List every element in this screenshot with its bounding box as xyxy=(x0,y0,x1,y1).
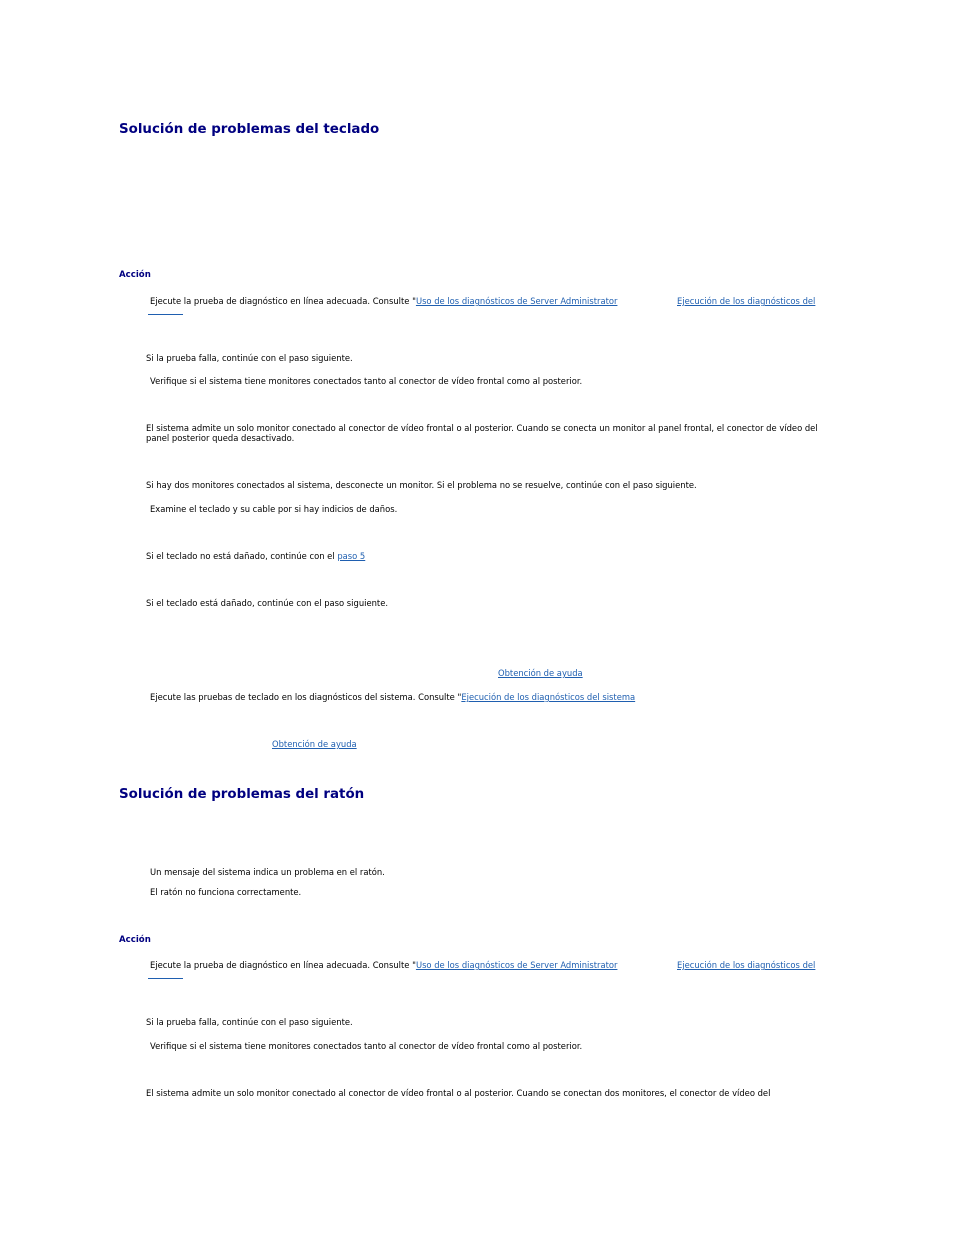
keyboard-step-run-keyboard-tests-text: Ejecute las pruebas de teclado en los diagnósticos del sistema. Consulte " xyxy=(150,692,462,702)
mouse-single-monitor-note: El sistema admite un solo monitor conectado al conector de vídeo frontal o al posterior. Cuando se conectan dos monitores, el conector de vídeo del xyxy=(146,1088,771,1098)
mouse-run-diagnostics-link[interactable]: Ejecución de los diagnósticos del xyxy=(677,960,816,970)
keyboard-server-admin-link[interactable]: Uso de los diagnósticos de Server Administrator xyxy=(415,296,618,306)
keyboard-single-monitor-note: El sistema admite un solo monitor conectado al conector de vídeo frontal o al posterior. Cuando se conecta un monitor al panel frontal, el conector de vídeo del panel posterior queda desactivado. xyxy=(146,423,818,443)
keyboard-run-diagnostics-link[interactable]: Ejecución de los diagnósticos del xyxy=(677,296,816,306)
mouse-fail-continue: Si la prueba falla, continúe con el paso siguiente. xyxy=(146,1017,353,1027)
keyboard-section-title: Solución de problemas del teclado xyxy=(119,122,380,137)
mouse-symptom-1: Un mensaje del sistema indica un problema en el ratón. xyxy=(150,867,385,877)
keyboard-step-run-keyboard-tests xyxy=(150,692,635,702)
run-system-diagnostics-link[interactable]: Ejecución de los diagnósticos del sistema xyxy=(461,692,636,702)
keyboard-step-run-diagnostics xyxy=(150,296,617,306)
keyboard-not-damaged-text: Si el teclado no está dañado, continúe con el xyxy=(146,551,338,561)
keyboard-link-continuation-underline[interactable] xyxy=(148,314,183,315)
keyboard-help-link-1[interactable]: Obtención de ayuda xyxy=(498,668,583,678)
keyboard-not-damaged xyxy=(146,551,365,561)
mouse-step-run-diagnostics xyxy=(150,960,617,970)
mouse-step-verify-monitors: Verifique si el sistema tiene monitores conectados tanto al conector de vídeo frontal como al posterior. xyxy=(150,1041,583,1051)
keyboard-help-link-2[interactable]: Obtención de ayuda xyxy=(272,739,357,749)
keyboard-step-run-diagnostics-text: Ejecute la prueba de diagnóstico en línea adecuada. Consulte " xyxy=(150,296,416,306)
mouse-symptom-2: El ratón no funciona correctamente. xyxy=(150,887,302,897)
step-5-link[interactable]: paso 5 xyxy=(337,551,366,561)
mouse-step-run-diagnostics-text: Ejecute la prueba de diagnóstico en línea adecuada. Consulte " xyxy=(150,960,416,970)
keyboard-step-verify-monitors: Verifique si el sistema tiene monitores conectados tanto al conector de vídeo frontal como al posterior. xyxy=(150,376,583,386)
mouse-action-heading: Acción xyxy=(119,935,151,945)
keyboard-step-examine: Examine el teclado y su cable por si hay indicios de daños. xyxy=(150,504,398,514)
keyboard-fail-continue: Si la prueba falla, continúe con el paso siguiente. xyxy=(146,353,353,363)
mouse-server-admin-link[interactable]: Uso de los diagnósticos de Server Administrator xyxy=(415,960,618,970)
keyboard-damaged: Si el teclado está dañado, continúe con el paso siguiente. xyxy=(146,598,389,608)
keyboard-two-monitors: Si hay dos monitores conectados al sistema, desconecte un monitor. Si el problema no se resuelve, continúe con el paso siguiente. xyxy=(146,480,697,490)
keyboard-action-heading: Acción xyxy=(119,270,151,280)
mouse-section-title: Solución de problemas del ratón xyxy=(119,787,365,802)
mouse-link-continuation-underline[interactable] xyxy=(148,978,183,979)
